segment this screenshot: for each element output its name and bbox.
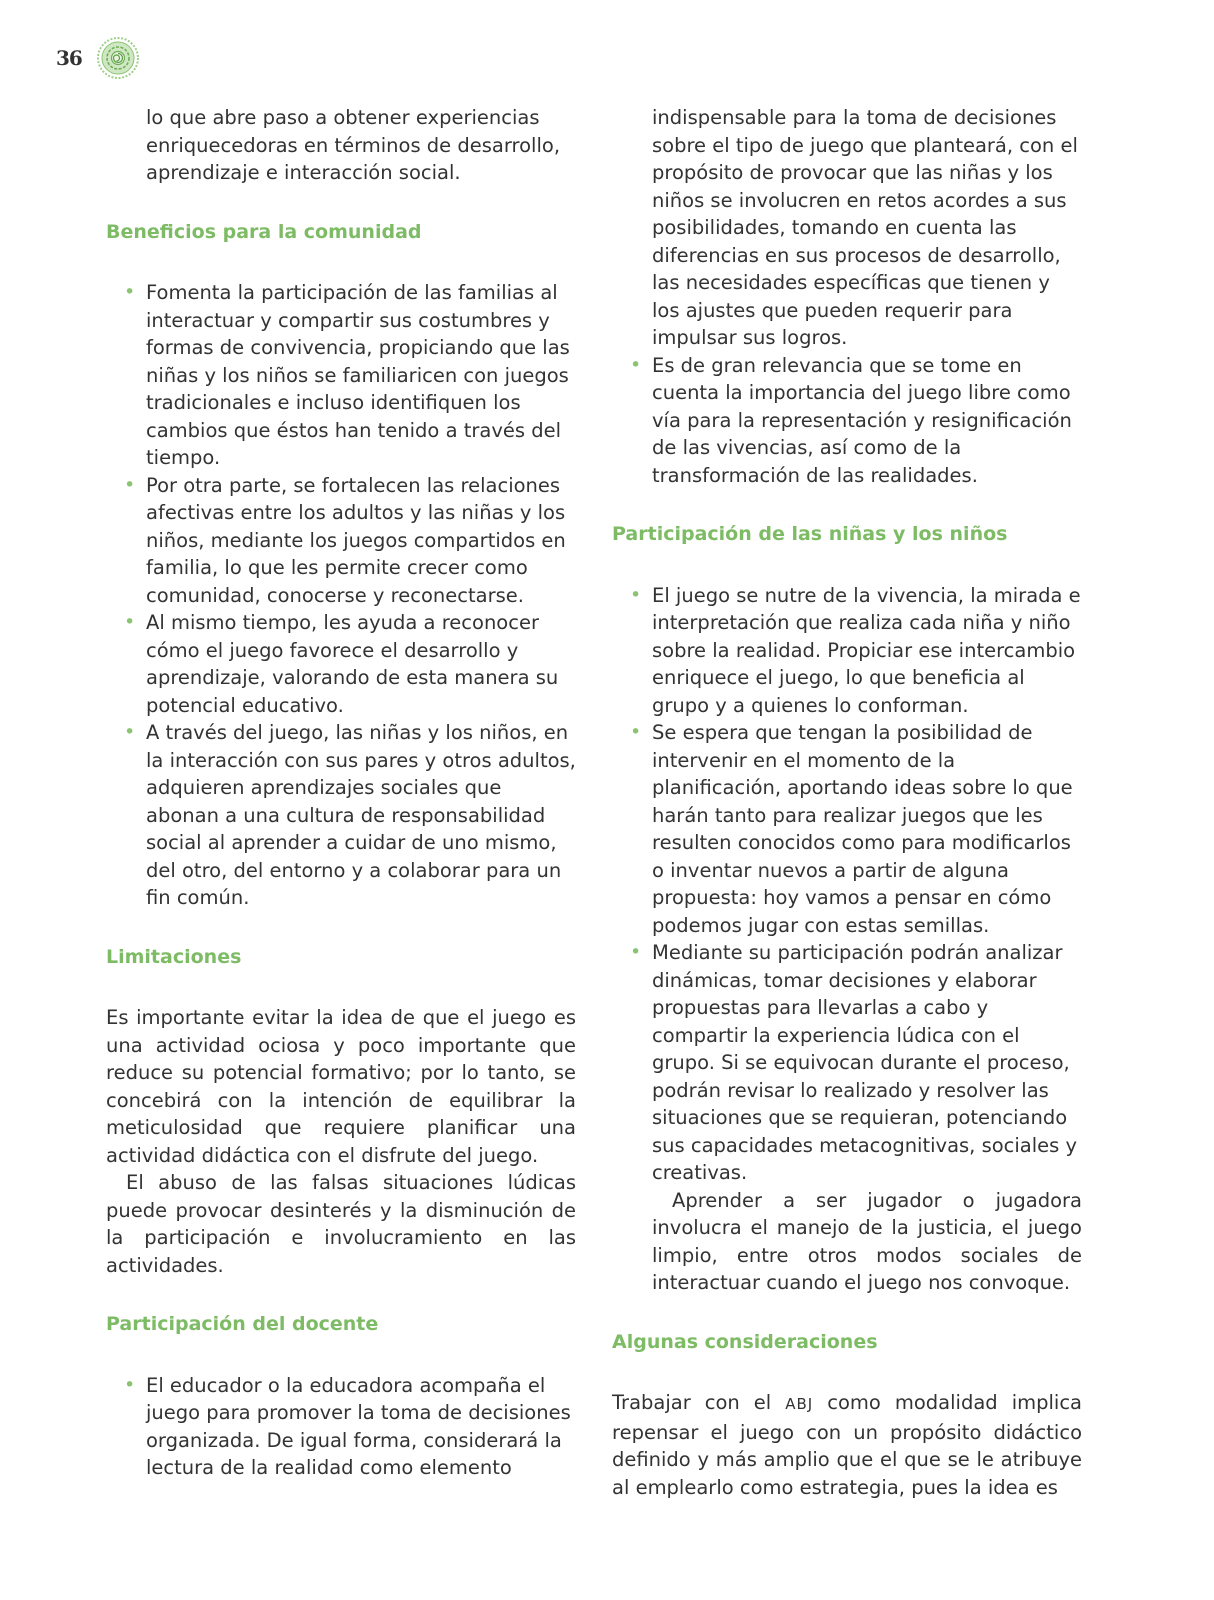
abj-acronym: ABJ	[785, 1395, 814, 1413]
consideraciones-paragraph	[612, 1389, 1082, 1501]
right-column	[612, 104, 1082, 1501]
list-participacion-ninos	[612, 582, 1082, 1187]
docente-continuation: indispensable para la toma de decisiones sobre el tipo de juego que planteará, con el propósito de provocar que las niñas y los niños se involucren en retos acordes a sus posibilidades, tomando en cuenta las diferencias en sus procesos de desarrollo, las necesidades específicas que tienen y los ajustes que pueden requerir para impulsar sus logros.	[652, 106, 1078, 349]
left-column	[106, 104, 576, 1482]
heading-beneficios-comunidad: Beneficios para la comunidad	[106, 220, 422, 243]
list-item: • Es de gran relevancia que se tome en cuenta la importancia del juego libre como vía para la representación y resignificación de las vivencias, así como de la transformación de las realidades.	[652, 352, 1082, 490]
list-item: • Por otra parte, se fortalecen las relaciones afectivas entre los adultos y las niñas y los niños, mediante los juegos compartidos en familia, lo que les permite crecer como comunidad, conocerse y reconectarse.	[146, 472, 576, 610]
green-circular-seal-icon	[96, 36, 140, 80]
intro-paragraph: lo que abre paso a obtener experiencias enriquecedoras en términos de desarrollo, aprendizaje e interacción social.	[146, 106, 561, 184]
list-item: • Se espera que tengan la posibilidad de intervenir en el momento de la planificación, aportando ideas sobre lo que harán tanto para realizar juegos que les resulten conocidos como para modificarlos o inventar nuevos a partir de alguna propuesta: hoy vamos a pensar en cómo podemos jugar con estas semillas.	[652, 719, 1082, 939]
consideraciones-text: Trabajar con el	[612, 1391, 786, 1414]
limitaciones-paragraph: Es importante evitar la idea de que el juego es una actividad ociosa y poco importante que reduce su potencial formativo; por lo tanto, se concebirá con la intención de equilibrar la meticulosidad que requiere planificar una actividad didáctica con el disfrute del juego.	[106, 1006, 576, 1167]
list-item: • Fomenta la participación de las familias al interactuar y compartir sus costumbres y formas de convivencia, propiciando que las niñas y los niños se familiaricen con juegos tradicionales e incluso identifiquen los cambios que éstos han tenido a través del tiempo.	[146, 279, 576, 472]
list-item: • El juego se nutre de la vivencia, la mirada e interpretación que realiza cada niña y niño sobre la realidad. Propiciar ese intercambio enriquece el juego, lo que beneficia al grupo y a quienes lo conforman.	[652, 582, 1082, 720]
list-beneficios-comunidad	[106, 279, 576, 912]
limitaciones-paragraph: El abuso de las falsas situaciones lúdicas puede provocar desinterés y la disminución de la participación e involucramiento en las actividades.	[106, 1171, 576, 1277]
heading-algunas-consideraciones: Algunas consideraciones	[612, 1330, 878, 1353]
list-item: • El educador o la educadora acompaña el juego para promover la toma de decisiones organizada. De igual forma, considerará la lectura de la realidad como elemento	[146, 1372, 576, 1482]
list-item: • Al mismo tiempo, les ayuda a reconocer cómo el juego favorece el desarrollo y aprendizaje, valorando de esta manera su potencial educativo.	[146, 609, 576, 719]
consideraciones-text: como modalidad implica repensar el juego con un propósito didáctico definido y más amplio que el que se le atribuye al emplearlo como estrategia, pues la idea es	[612, 1391, 1082, 1499]
page-header	[56, 36, 140, 80]
list-item: • A través del juego, las niñas y los niños, en la interacción con sus pares y otros adultos, adquieren aprendizajes sociales que abonan a una cultura de responsabilidad social al aprender a cuidar de uno mismo, del otro, del entorno y a colaborar para un fin común.	[146, 719, 576, 912]
heading-participacion-docente: Participación del docente	[106, 1313, 379, 1335]
heading-limitaciones: Limitaciones	[106, 945, 242, 968]
list-item: • Mediante su participación podrán analizar dinámicas, tomar decisiones y elaborar propuestas para llevarlas a cabo y compartir la experiencia lúdica con el grupo. Si se equivocan durante el proceso, podrán revisar lo realizado y resolver las situaciones que se requieran, potenciando sus capacidades metacognitivas, sociales y creativas.	[652, 939, 1082, 1187]
list-participacion-docente-cont	[612, 352, 1082, 490]
heading-participacion-ninos: Participación de las niñas y los niños	[612, 523, 1008, 545]
list-participacion-docente	[106, 1372, 576, 1482]
ninos-paragraph: Aprender a ser jugador o jugadora involucra el manejo de la justicia, el juego limpio, entre otros modos sociales de interactuar cuando el juego nos convoque.	[652, 1188, 1082, 1294]
page-number: 36	[56, 46, 82, 70]
